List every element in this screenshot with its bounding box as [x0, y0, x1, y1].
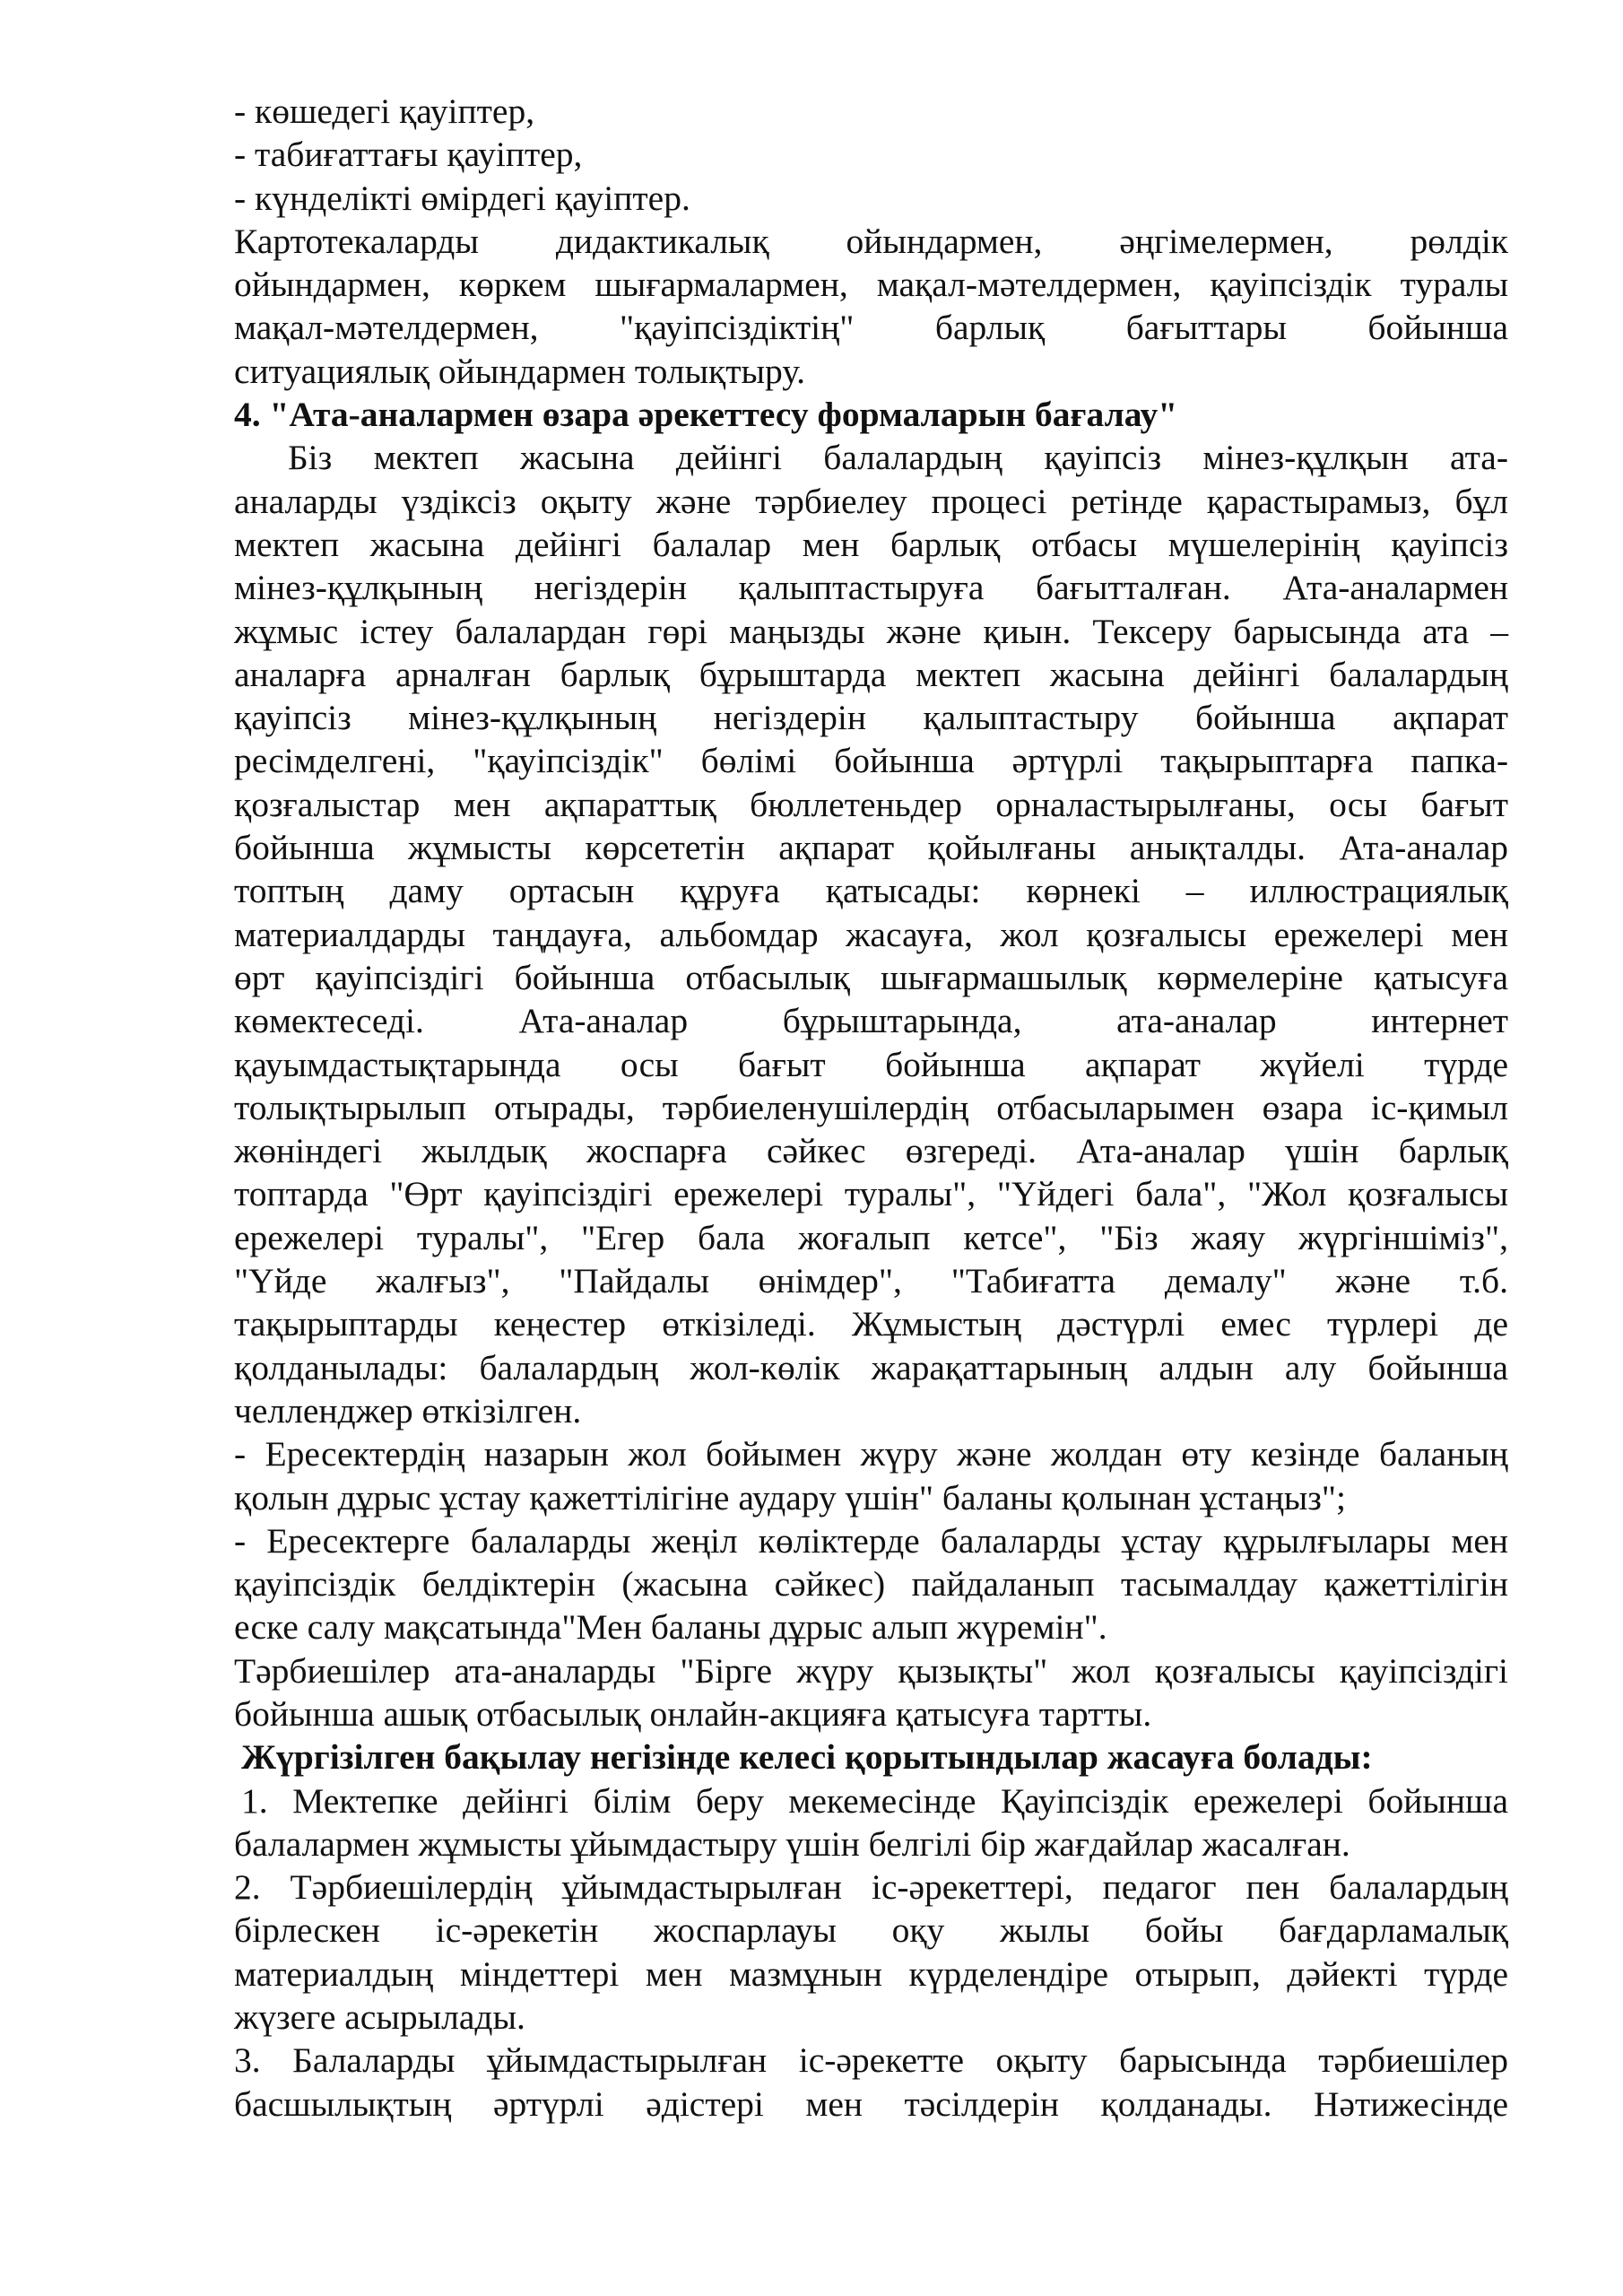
paragraph-line: мақал-мәтелдермен, "қауіпсіздіктің" барлық бағыттары бойынша: [234, 308, 1508, 348]
hazards-list: [234, 90, 1508, 220]
paragraph-line: топтың даму ортасын құруға қатысады: көрнекі – иллюстрациялық: [234, 871, 1508, 911]
paragraph-line: қауіпсіздік белдіктерін (жасына сәйкес) пайдаланып тасымалдау қажеттілігін: [234, 1564, 1508, 1605]
list-item: - күнделікті өмірдегі қауіптер.: [234, 178, 690, 218]
paragraph-line: қозғалыстар мен ақпараттық бюллетеньдер орналастырылғаны, осы бағыт: [234, 784, 1508, 824]
section4-paragraph: [234, 436, 1508, 1432]
paragraph-line: қауіпсіз мінез-құлқының негіздерін қалыптастыру бойынша ақпарат: [234, 698, 1508, 738]
bullet-car-seat: [234, 1519, 1508, 1649]
paragraph-line: ережелері туралы", "Егер бала жоғалып кетсе", "Біз жаяу жүргіншіміз",: [234, 1217, 1508, 1257]
cardfile-paragraph: [234, 220, 1508, 393]
paragraph-line: тақырыптарды кеңестер өткізіледі. Жұмыстың дәстүрлі емес түрлері де: [234, 1304, 1508, 1344]
list-item: - табиғаттағы қауіптер,: [234, 135, 583, 175]
conclusion-item-3: [234, 2039, 1508, 2126]
paragraph-line: еске салу мақсатында"Мен баланы дұрыс алып жүремін".: [234, 1607, 1107, 1648]
paragraph-line: - Ересектерге балаларды жеңіл көліктерде балаларды ұстау құрылғылары мен: [234, 1520, 1508, 1561]
paragraph-line: жөніндегі жылдық жоспарға сәйкес өзгереді. Ата-аналар үшін барлық: [234, 1131, 1508, 1171]
paragraph-line: жүзеге асырылады.: [234, 1997, 525, 2038]
paragraph-line: бойынша жұмысты көрсететін ақпарат қойылғаны анықталды. Ата-аналар: [234, 828, 1508, 868]
paragraph-line: бірлескен іс-әрекетін жоспарлауы оқу жылы бойы бағдарламалық: [234, 1910, 1508, 1951]
paragraph-line: топтарда "Өрт қауіпсіздігі ережелері туралы", "Үйдегі бала", "Жол қозғалысы: [234, 1174, 1508, 1214]
paragraph-line: материалдарды таңдауға, альбомдар жасауға, жол қозғалысы ережелері мен: [234, 914, 1508, 954]
paragraph-line: көмектеседі. Ата-аналар бұрыштарында, ата-аналар интернет: [234, 1001, 1508, 1041]
paragraph-line: қауымдастықтарында осы бағыт бойынша ақпарат жүйелі түрде: [234, 1044, 1508, 1084]
paragraph-line: - Ересектердің назарын жол бойымен жүру және жолдан өту кезінде баланың: [234, 1434, 1508, 1474]
educators-paragraph: [234, 1649, 1508, 1736]
paragraph-line: "Үйде жалғыз", "Пайдалы өнімдер", "Табиғатта демалу" және т.б.: [234, 1261, 1508, 1301]
paragraph-line: бойынша ашық отбасылық онлайн-акцияға қатысуға тартты.: [234, 1693, 1152, 1734]
paragraph-line: аналарға арналған барлық бұрыштарда мектеп жасына дейінгі балалардың: [234, 654, 1508, 694]
paragraph-line: Картотекаларды дидактикалық ойындармен, әңгімелермен, рөлдік: [234, 221, 1508, 261]
paragraph-line: толықтырылып отырады, тәрбиеленушілердің отбасыларымен өзара іс-қимыл: [234, 1087, 1508, 1127]
paragraph-line: 1. Мектепке дейінгі білім беру мекемесінде Қауіпсіздік ережелері бойынша: [241, 1780, 1508, 1821]
paragraph-line: ресімделгені, "қауіпсіздік" бөлімі бойынша әртүрлі тақырыптарға папка-: [234, 741, 1508, 781]
conclusion-item-2: [234, 1866, 1508, 2039]
paragraph-line: мектеп жасына дейінгі балалар мен барлық отбасы мүшелерінің қауіпсіз: [234, 524, 1508, 564]
section-heading: 4. "Ата-аналармен өзара әрекеттесу формаларын бағалау": [234, 395, 1178, 435]
paragraph-line: Тәрбиешілер ата-аналарды "Бірге жүру қызықты" жол қозғалысы қауіпсіздігі: [234, 1650, 1508, 1691]
paragraph-line: қолын дұрыс ұстау қажеттілігіне аудару үшін" баланы қолынан ұстаңыз";: [234, 1477, 1346, 1518]
list-item: - көшедегі қауіптер,: [234, 91, 535, 131]
paragraph-line: балалармен жұмысты ұйымдастыру үшін белгілі бір жағдайлар жасалған.: [234, 1823, 1350, 1864]
document-page: [234, 90, 1508, 2126]
paragraph-line: Біз мектеп жасына дейінгі балалардың қауіпсіз мінез-құлқын ата-: [288, 438, 1508, 478]
paragraph-line: қолданылады: балалардың жол-көлік жарақаттарының алдын алу бойынша: [234, 1347, 1508, 1387]
paragraph-line: материалдың міндеттері мен мазмұнын күрделендіре отырып, дәйекті түрде: [234, 1953, 1508, 1994]
conclusion-item-1: [234, 1779, 1508, 1866]
paragraph-line: жұмыс істеу балалардан гөрі маңызды және қиын. Тексеру барысында ата –: [234, 611, 1508, 651]
paragraph-line: басшылықтың әртүрлі әдістері мен тәсілдерін қолданады. Нәтижесінде: [234, 2083, 1508, 2124]
paragraph-line: 3. Балаларды ұйымдастырылған іс-әрекетте оқыту барысында тәрбиешілер: [234, 2040, 1508, 2081]
paragraph-line: мінез-құлқының негіздерін қалыптастыруға бағытталған. Ата-аналармен: [234, 568, 1508, 608]
paragraph-line: 2. Тәрбиешілердің ұйымдастырылған іс-әрекеттері, педагог пен балалардың: [234, 1867, 1508, 1908]
paragraph-line: ситуациялық ойындармен толықтыру.: [234, 351, 805, 391]
bullet-hold-hand: [234, 1432, 1508, 1519]
paragraph-line: аналарды үздіксіз оқыту және тәрбиелеу процесі ретінде қарастырамыз, бұл: [234, 481, 1508, 521]
paragraph-line: челленджер өткізілген.: [234, 1390, 582, 1431]
conclusions-heading: Жүргізілген бақылау негізінде келесі қорытындылар жасауға болады:: [241, 1737, 1373, 1778]
paragraph-line: ойындармен, көркем шығармалармен, мақал-мәтелдермен, қауіпсіздік туралы: [234, 265, 1508, 305]
paragraph-line: өрт қауіпсіздігі бойынша отбасылық шығармашылық көрмелеріне қатысуға: [234, 957, 1508, 997]
